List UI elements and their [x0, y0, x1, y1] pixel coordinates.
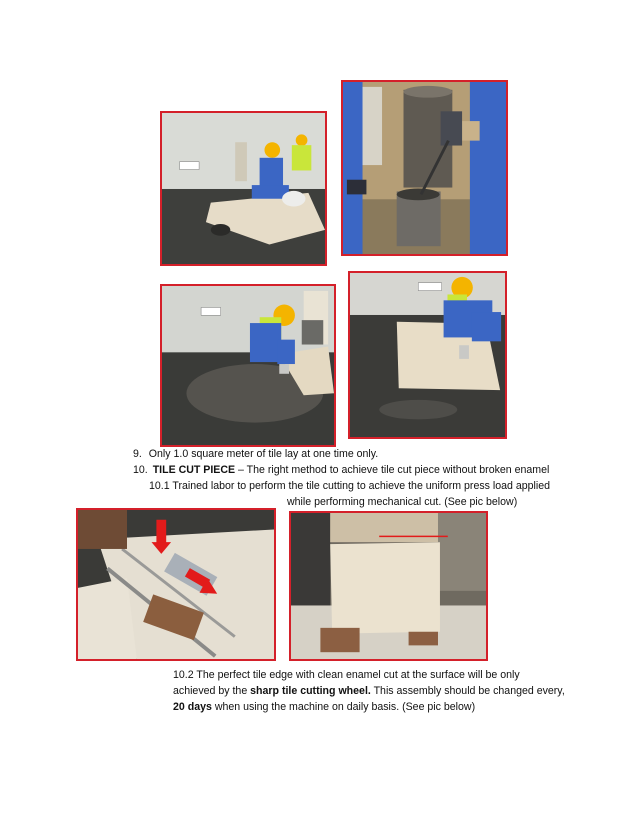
item-9-number: 9.: [133, 448, 142, 460]
item-10-2-line-3-bold: 20 days: [173, 701, 212, 713]
item-10-2-line-3-post: when using the machine on daily basis. (See pic below): [211, 701, 476, 713]
item-10-2-line-3: [173, 700, 475, 714]
photo-mixing-adhesive: [341, 80, 508, 256]
list-item-9: [133, 447, 378, 461]
item-10-title: TILE CUT PIECE: [152, 464, 236, 476]
photo-worker-pressing-tile: [348, 271, 507, 439]
item-10-2-line-1: 10.2 The perfect tile edge with clean enamel cut at the surface will be only: [173, 669, 520, 681]
photo-tile-cutter-machine: [76, 508, 276, 661]
photo-cut-tile-edge: [289, 511, 488, 661]
photo-worker-laying-tile: [160, 111, 327, 266]
item-10-1-line-2: while performing mechanical cut. (See pic below): [287, 496, 518, 508]
item-10-number: 10.: [133, 464, 148, 476]
item-10-text: – The right method to achieve tile cut piece without broken enamel: [235, 464, 550, 476]
item-9-text: Only 1.0 square meter of tile lay at one time only.: [148, 448, 379, 460]
item-10-2-line-2: [173, 684, 565, 698]
photo-worker-spreading-adhesive: [160, 284, 336, 447]
list-item-10: [133, 463, 549, 477]
item-10-2-line-2-pre: achieved by the: [173, 685, 251, 697]
item-10-2-line-2-bold: sharp tile cutting wheel.: [250, 685, 371, 697]
item-10-1-line-1: 10.1 Trained labor to perform the tile cutting to achieve the uniform press load applied: [149, 480, 551, 492]
item-10-2-line-2-post: This assembly should be changed every,: [370, 685, 565, 697]
